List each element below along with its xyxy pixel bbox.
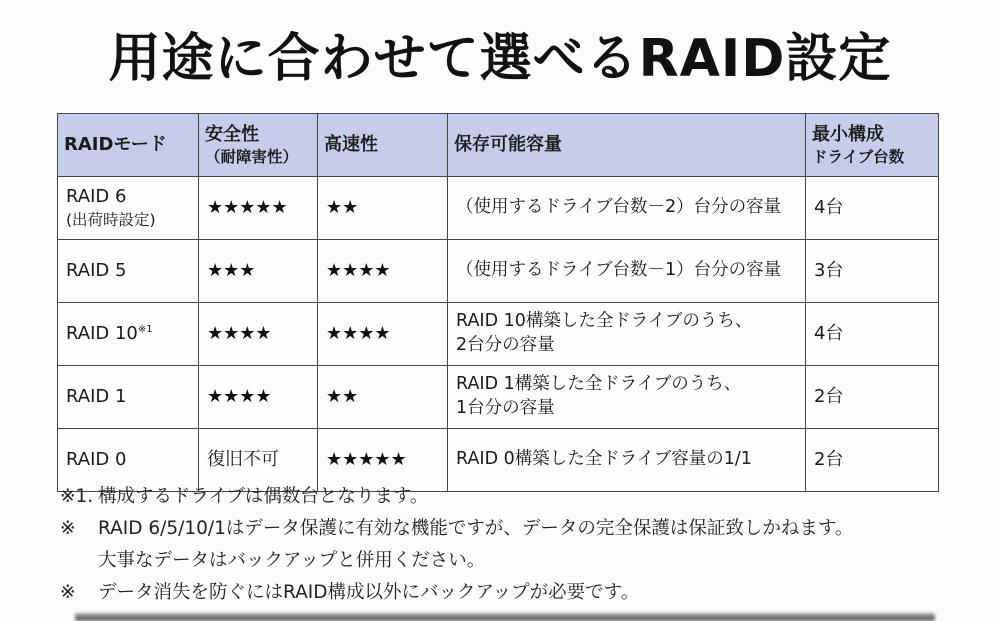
min-drives-cell: 4台: [806, 177, 939, 240]
capacity-cell: RAID 1構築した全ドライブのうち、 1台分の容量: [448, 366, 806, 429]
footnote-marker: ※1.: [60, 486, 94, 507]
raid-mode-cell: RAID 5: [58, 240, 199, 303]
min-drives-cell: 2台: [806, 366, 939, 429]
safety-rating-cell: 復旧不可: [199, 429, 318, 492]
footnote-marker: ※: [60, 582, 76, 603]
capacity-cell: RAID 10構築した全ドライブのうち、 2台分の容量: [448, 303, 806, 366]
min-drives-cell: 3台: [806, 240, 939, 303]
cropped-image-edge: [75, 613, 935, 621]
raid-mode-cell: RAID 0: [58, 429, 199, 492]
header-min-drives: 最小構成 ドライブ台数: [806, 114, 939, 177]
capacity-cell: （使用するドライブ台数－2）台分の容量: [448, 177, 806, 240]
header-speed: 高速性: [318, 114, 448, 177]
safety-rating-cell: ★★★★: [199, 303, 318, 366]
capacity-cell: RAID 0構築した全ドライブ容量の1/1: [448, 429, 806, 492]
capacity-cell: （使用するドライブ台数－1）台分の容量: [448, 240, 806, 303]
header-raid-mode: RAIDモード: [58, 114, 199, 177]
min-drives-cell: 4台: [806, 303, 939, 366]
footnote-1: ※1. 構成するドライブは偶数台となります。: [60, 481, 960, 513]
min-drives-cell: 2台: [806, 429, 939, 492]
table-row-raid6: [58, 177, 939, 240]
speed-rating-cell: ★★: [318, 177, 448, 240]
raid-comparison-table: [57, 113, 939, 492]
safety-rating-cell: ★★★: [199, 240, 318, 303]
raid-mode-cell: RAID 1: [58, 366, 199, 429]
raid-mode-cell: RAID 10$^{※1}$: [58, 303, 199, 366]
footnote-marker: ※1: [137, 323, 153, 335]
footnote-marker: ※: [60, 518, 76, 539]
raid-mode-cell: RAID 6 (出荷時設定): [58, 177, 199, 240]
safety-rating-cell: ★★★★★: [199, 177, 318, 240]
speed-rating-cell: ★★★★: [318, 240, 448, 303]
footnote-2: ※ RAID 6/5/10/1はデータ保護に有効な機能ですが、データの完全保護は保証致しかねます。 大事なデータはバックアップと併用ください。: [60, 513, 960, 577]
header-safety: 安全性 （耐障害性）: [199, 114, 318, 177]
header-capacity: 保存可能容量: [448, 114, 806, 177]
safety-rating-cell: ★★★★: [199, 366, 318, 429]
footnote-3: ※ データ消失を防ぐにはRAID構成以外にバックアップが必要です。: [60, 577, 960, 609]
speed-rating-cell: ★★★★: [318, 303, 448, 366]
table-row-raid5: [58, 240, 939, 303]
table-row-raid1: [58, 366, 939, 429]
speed-rating-cell: ★★: [318, 366, 448, 429]
page-title: 用途に合わせて選べるRAID設定: [108, 29, 892, 89]
table-row-raid10: [58, 303, 939, 366]
table-header-row: [58, 114, 939, 177]
footnotes: [60, 481, 960, 609]
speed-rating-cell: ★★★★★: [318, 429, 448, 492]
